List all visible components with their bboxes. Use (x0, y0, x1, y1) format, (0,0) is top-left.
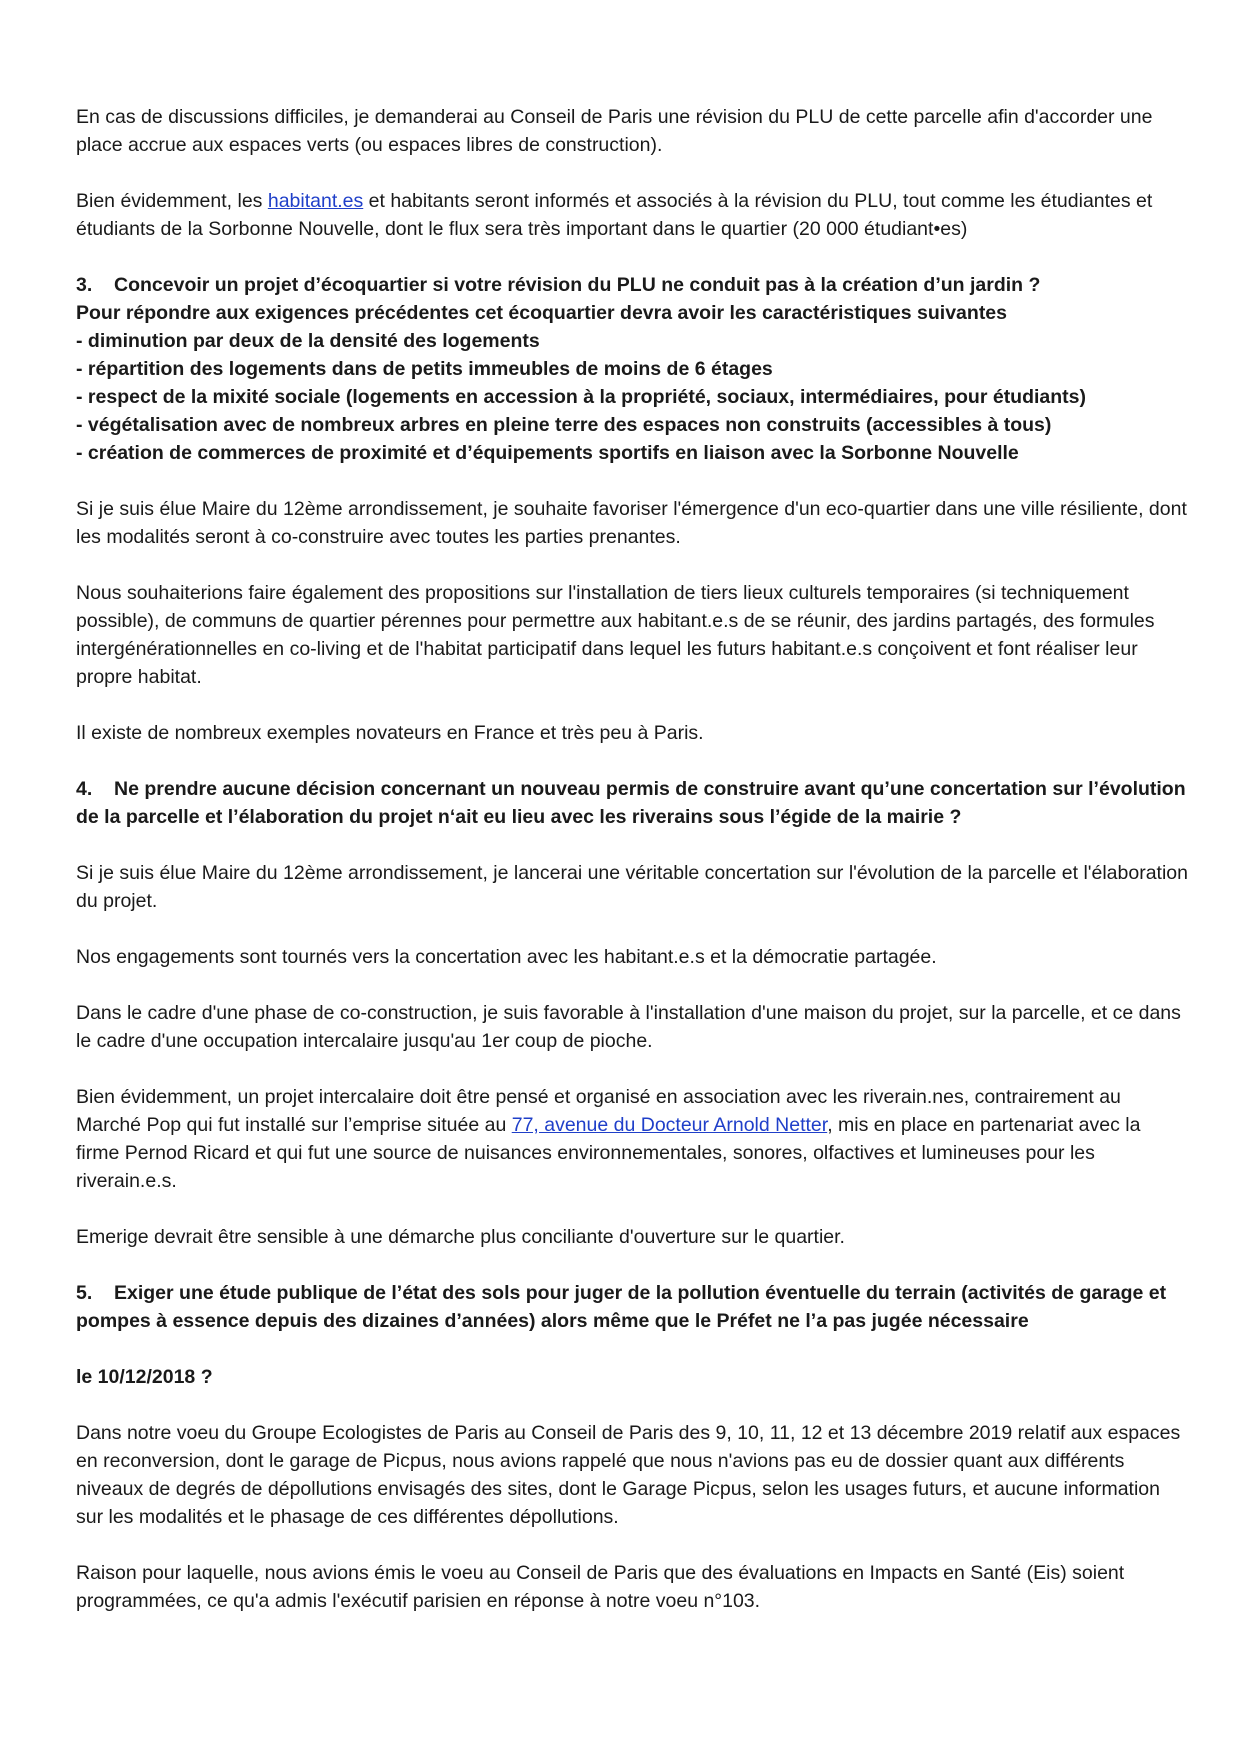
section-3-heading (76, 271, 1188, 299)
section-3-list-item: - végétalisation avec de nombreux arbres en pleine terre des espaces non construits (accessibles à tous) (76, 414, 1052, 436)
paragraph-voeu: Dans notre voeu du Groupe Ecologistes de Paris au Conseil de Paris des 9, 10, 11, 12 et 13 décembre 2019 relatif aux espaces en reconversion, dont le garage de Picpus, nous avions rappelé que nous n'avions pas eu de dossier quant aux différents niveaux de degrés de dépollutions envisagés des sites, dont le Garage Picpus, selon les usages futurs, et aucune information sur les modalités et le phasage de ces différentes dépollutions. (76, 1422, 1181, 1528)
paragraph-eis: Raison pour laquelle, nous avions émis le voeu au Conseil de Paris que des évaluations en Impacts en Santé (Eis) soient programmées, ce qu'a admis l'exécutif parisien en réponse à notre voeu n°103. (76, 1562, 1125, 1612)
section-3-line: Pour répondre aux exigences précédentes cet écoquartier devra avoir les caractéristiques suivantes (76, 302, 1008, 324)
paragraph-inhabitants-informed (76, 187, 1188, 243)
section-number: 3. (76, 274, 93, 296)
paragraph-engagements: Nos engagements sont tournés vers la concertation avec les habitant.e.s et la démocratie partagée. (76, 946, 937, 968)
paragraph-proposals: Nous souhaiterions faire également des propositions sur l'installation de tiers lieux culturels temporaires (si techniquement possible), de communs de quartier pérennes pour permettre aux habitant.e.s de se réunir, des jardins partagés, des formules intergénérationnelles en co-living et de l'habitat participatif dans lequel les futurs habitant.e.s conçoivent et font réaliser leur propre habitat. (76, 582, 1155, 688)
document-body (76, 103, 1188, 1643)
section-3-list-item: - diminution par deux de la densité des logements (76, 330, 540, 352)
paragraph-marche-pop (76, 1083, 1188, 1195)
section-5-date: le 10/12/2018 ? (76, 1366, 213, 1388)
link-address[interactable]: 77, avenue du Docteur Arnold Netter (511, 1114, 828, 1136)
paragraph-emerige: Emerige devrait être sensible à une démarche plus conciliante d'ouverture sur le quartier. (76, 1226, 845, 1248)
link-habitants[interactable]: habitant.es (267, 190, 364, 212)
paragraph-text: Bien évidemment, un projet intercalaire doit être pensé et organisé en association avec les riverain.nes, contrairement au Marché Pop qui fut installé sur l’emprise située au (76, 1086, 1121, 1136)
paragraph-concertation: Si je suis élue Maire du 12ème arrondissement, je lancerai une véritable concertation sur l'évolution de la parcelle et l'élaboration du projet. (76, 862, 1188, 912)
section-title: Ne prendre aucune décision concernant un nouveau permis de construire avant qu’une concertation sur l’évolution de la parcelle et l’élaboration du projet n‘ait eu lieu avec les riverains sous l’égide de la mairie ? (76, 778, 1186, 828)
section-4 (76, 775, 1188, 831)
section-5 (76, 1279, 1188, 1335)
paragraph-plu-revision: En cas de discussions difficiles, je demanderai au Conseil de Paris une révision du PLU de cette parcelle afin d'accorder une place accrue aux espaces verts (ou espaces libres de construction). (76, 106, 1153, 156)
paragraph-examples: Il existe de nombreux exemples novateurs en France et très peu à Paris. (76, 722, 704, 744)
section-3-list-item: - répartition des logements dans de petits immeubles de moins de 6 étages (76, 358, 773, 380)
paragraph-text: Bien évidemment, les (76, 190, 268, 212)
paragraph-co-construction: Dans le cadre d'une phase de co-construction, je suis favorable à l'installation d'une maison du projet, sur la parcelle, et ce dans le cadre d'une occupation intercalaire jusqu'au 1er coup de pioche. (76, 1002, 1181, 1052)
section-3 (76, 271, 1188, 467)
paragraph-text: et habitants seront informés et associés à la révision du PLU, tout comme les étudiantes et étudiants de la Sorbonne Nouvelle, dont le flux sera très important dans le quartier (20 000 étudiant•es) (76, 190, 1153, 240)
paragraph-text: , mis en place en partenariat avec la firme Pernod Ricard et qui fut une source de nuisances environnementales, sonores, olfactives et lumineuses pour les riverain.e.s. (76, 1114, 1141, 1192)
paragraph-eco-quartier: Si je suis élue Maire du 12ème arrondissement, je souhaite favoriser l'émergence d'un eco-quartier dans une ville résiliente, dont les modalités seront à co-construire avec toutes les parties prenantes. (76, 498, 1187, 548)
section-number: 5. (76, 1282, 93, 1304)
section-number: 4. (76, 778, 93, 800)
section-title: Concevoir un projet d’écoquartier si votre révision du PLU ne conduit pas à la création d’un jardin ? (114, 274, 1041, 296)
section-3-list-item: - respect de la mixité sociale (logements en accession à la propriété, sociaux, intermédiaires, pour étudiants) (76, 386, 1087, 408)
section-title: Exiger une étude publique de l’état des sols pour juger de la pollution éventuelle du terrain (activités de garage et pompes à essence depuis des dizaines d’années) alors même que le Préfet ne l’a pas jugée nécessaire (76, 1282, 1167, 1332)
section-3-list-item: - création de commerces de proximité et d’équipements sportifs en liaison avec la Sorbonne Nouvelle (76, 442, 1019, 464)
